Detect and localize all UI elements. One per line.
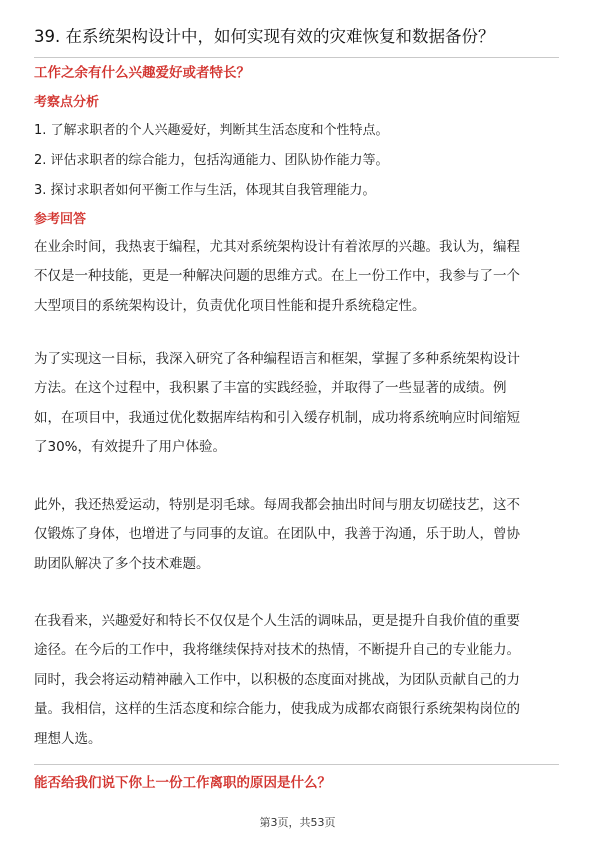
answer-line: 理想人选。 <box>34 730 102 747</box>
answer-paragraph <box>34 607 561 754</box>
answer-line: 在我看来，兴趣爱好和特长不仅仅是个人生活的调味品，更是提升自我价值的重要 <box>34 613 520 629</box>
divider-bottom <box>34 764 559 765</box>
answer-line: 大型项目的系统架构设计，负责优化项目性能和提升系统稳定性。 <box>34 297 426 314</box>
sub-question: 工作之余有什么兴趣爱好或者特长？ <box>34 65 250 81</box>
answer-line: 了30%，有效提升了用户体验。 <box>34 439 227 456</box>
answer-paragraph <box>34 345 561 463</box>
answer-line: 为了实现这一目标，我深入研究了各种编程语言和框架，掌握了多种系统架构设计 <box>34 351 520 367</box>
answer-line: 此外，我还热爱运动，特别是羽毛球。每周我都会抽出时间与朋友切磋技艺，这不 <box>34 497 520 513</box>
answer-line: 在业余时间，我热衷于编程，尤其对系统架构设计有着浓厚的兴趣。我认为，编程 <box>34 239 520 255</box>
analysis-point: 2. 评估求职者的综合能力，包括沟通能力、团队协作能力等。 <box>34 153 389 168</box>
answer-line: 量。我相信，这样的生活态度和综合能力，使我成为成都农商银行系统架构岗位的 <box>34 701 520 718</box>
analysis-point: 1. 了解求职者的个人兴趣爱好，判断其生活态度和个性特点。 <box>34 123 389 138</box>
answer-paragraph <box>34 233 561 321</box>
answer-line: 同时，我会将运动精神融入工作中，以积极的态度面对挑战，为团队贡献自己的力 <box>34 671 520 688</box>
analysis-heading: 考察点分析 <box>34 95 100 110</box>
reference-heading: 参考回答 <box>34 212 87 227</box>
answer-paragraph <box>34 491 561 579</box>
answer-line: 途径。在今后的工作中，我将继续保持对技术的热情，不断提升自己的专业能力。 <box>34 642 520 659</box>
analysis-point: 3. 探讨求职者如何平衡工作与生活，体现其自我管理能力。 <box>34 183 376 198</box>
analysis-points <box>34 116 389 206</box>
answer-line: 方法。在这个过程中，我积累了丰富的实践经验，并取得了一些显著的成绩。例 <box>34 380 507 397</box>
answer-line: 不仅是一种技能，更是一种解决问题的思维方式。在上一份工作中，我参与了一个 <box>34 268 520 285</box>
answer-line: 如，在项目中，我通过优化数据库结构和引入缓存机制，成功将系统响应时间缩短 <box>34 409 520 426</box>
question-title: 39. 在系统架构设计中，如何实现有效的灾难恢复和数据备份？ <box>34 27 495 46</box>
next-question: 能否给我们说下你上一份工作离职的原因是什么？ <box>34 775 331 791</box>
answer-line: 仅锻炼了身体，也增进了与同事的友谊。在团队中，我善于沟通，乐于助人，曾协 <box>34 526 520 543</box>
answer-line: 助团队解决了多个技术难题。 <box>34 555 210 572</box>
page-number: 第3页，共53页 <box>259 816 336 829</box>
divider-top <box>34 57 559 58</box>
